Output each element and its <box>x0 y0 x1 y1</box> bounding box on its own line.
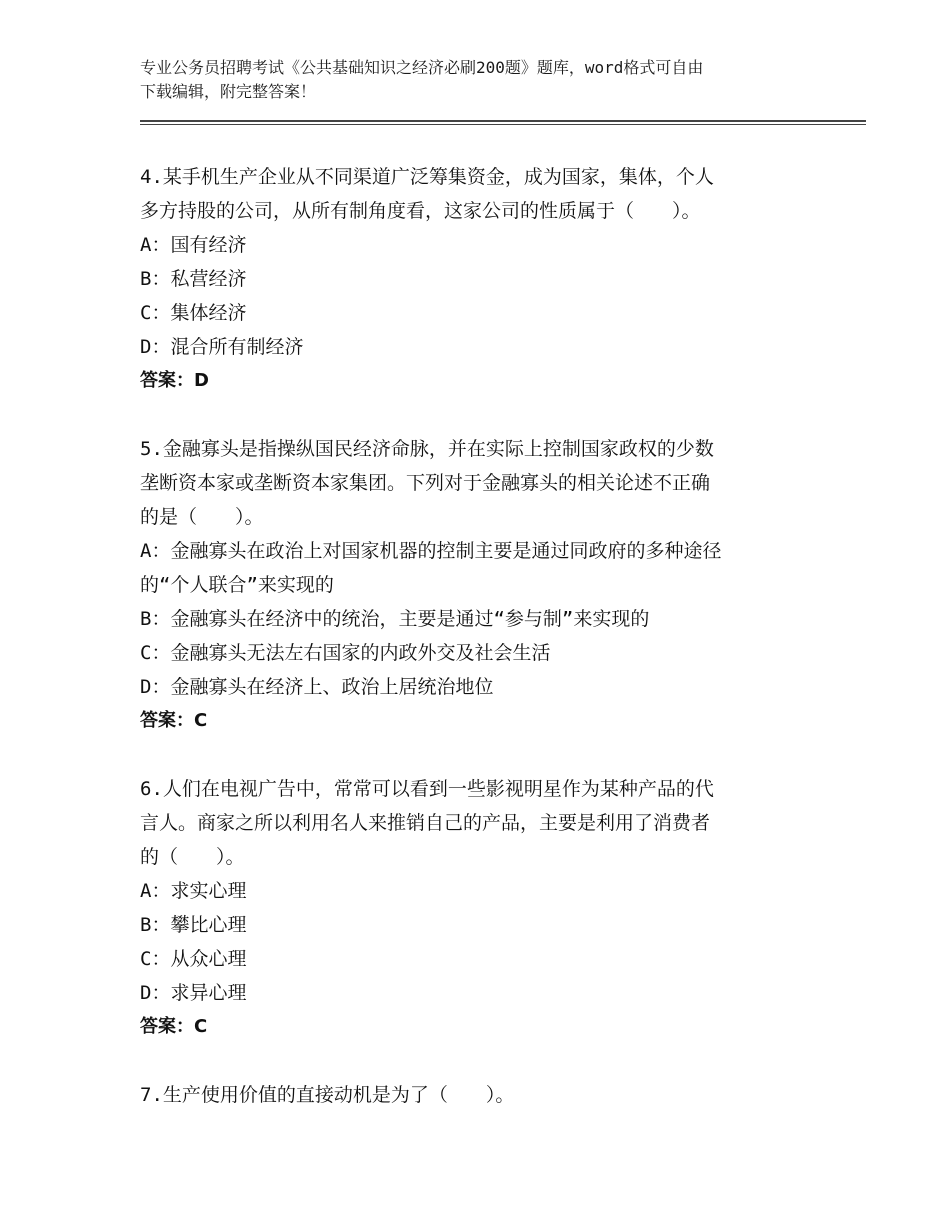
answer-option: C：金融寡头无法左右国家的内政外交及社会生活 <box>140 642 551 664</box>
question-list <box>140 160 810 1146</box>
header-divider-thin <box>140 124 866 125</box>
answer-option: C：集体经济 <box>140 302 247 324</box>
question-text: 5.金融寡头是指操纵国民经济命脉，并在实际上控制国家政权的少数 <box>140 438 714 460</box>
answer-key: 答案：D <box>140 370 209 391</box>
question-text: 多方持股的公司，从所有制角度看，这家公司的性质属于（ ）。 <box>140 200 701 222</box>
question-text: 的是（ ）。 <box>140 506 264 528</box>
header-line-2: 下载编辑，附完整答案！ <box>140 82 317 101</box>
answer-option: B：攀比心理 <box>140 914 247 936</box>
question-text: 7.生产使用价值的直接动机是为了（ ）。 <box>140 1084 515 1106</box>
answer-option: A：金融寡头在政治上对国家机器的控制主要是通过同政府的多种途径 <box>140 540 722 562</box>
answer-key: 答案：C <box>140 710 208 731</box>
answer-option: D：混合所有制经济 <box>140 336 304 358</box>
answer-option: A：求实心理 <box>140 880 247 902</box>
answer-option-continuation: 的“个人联合”来实现的 <box>140 574 334 596</box>
question-text: 的（ ）。 <box>140 846 245 868</box>
header-divider-thick <box>140 120 866 122</box>
question-text: 4.某手机生产企业从不同渠道广泛筹集资金，成为国家，集体，个人 <box>140 166 714 188</box>
question-block <box>140 1078 810 1112</box>
question-text: 6.人们在电视广告中，常常可以看到一些影视明星作为某种产品的代 <box>140 778 714 800</box>
answer-option: A：国有经济 <box>140 234 247 256</box>
answer-option: C：从众心理 <box>140 948 247 970</box>
answer-option: D：求异心理 <box>140 982 247 1004</box>
question-block <box>140 160 810 398</box>
header-line-1: 专业公务员招聘考试《公共基础知识之经济必刷200题》题库，word格式可自由 <box>140 58 704 77</box>
answer-key: 答案：C <box>140 1016 208 1037</box>
question-block <box>140 772 810 1044</box>
answer-option: B：金融寡头在经济中的统治，主要是通过“参与制”来实现的 <box>140 608 650 630</box>
answer-option: D：金融寡头在经济上、政治上居统治地位 <box>140 676 494 698</box>
question-text: 垄断资本家或垄断资本家集团。下列对于金融寡头的相关论述不正确 <box>140 472 711 494</box>
question-block <box>140 432 810 738</box>
answer-option: B：私营经济 <box>140 268 247 290</box>
document-header <box>140 56 820 104</box>
question-text: 言人。商家之所以利用名人来推销自己的产品，主要是利用了消费者 <box>140 812 711 834</box>
